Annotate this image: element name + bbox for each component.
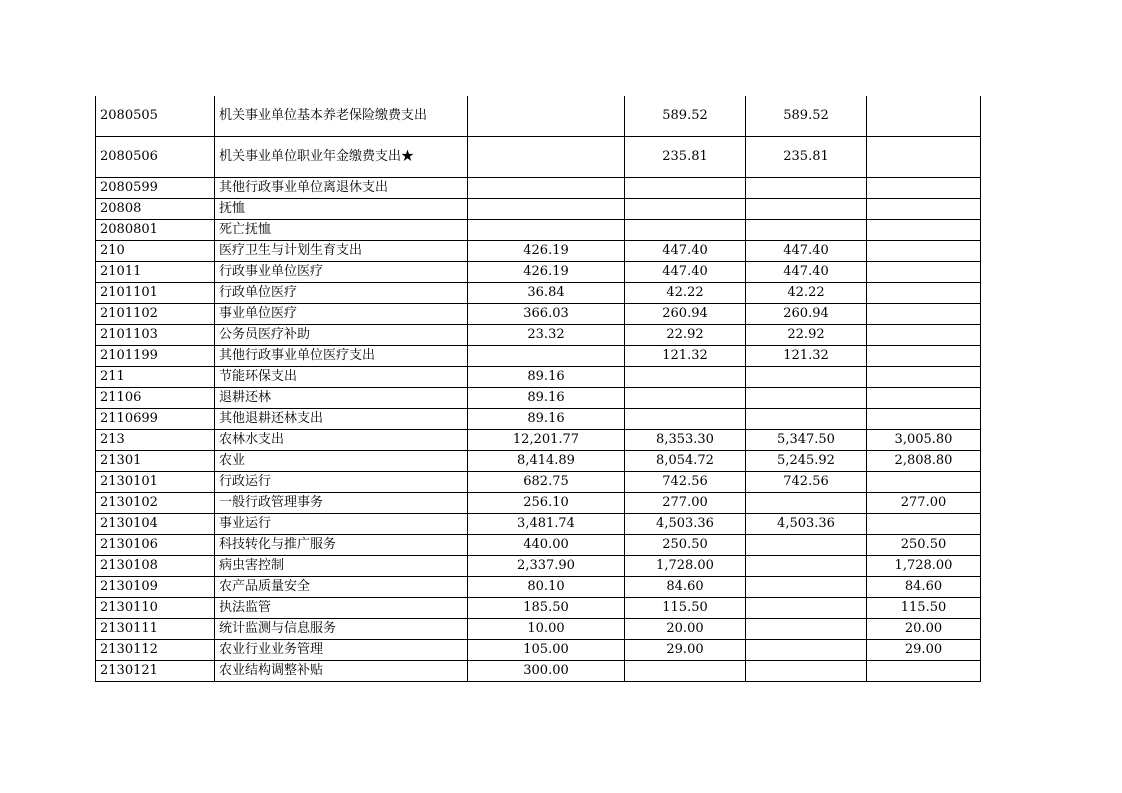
subject-name-cell: 机关事业单位基本养老保险缴费支出 <box>215 96 468 137</box>
subject-name-cell: 机关事业单位职业年金缴费支出★ <box>215 137 468 178</box>
subject-name-cell: 一般行政管理事务 <box>215 493 468 514</box>
amount-col4-cell <box>867 325 981 346</box>
table-row <box>96 137 981 178</box>
subject-code-cell: 2130101 <box>96 472 215 493</box>
table-row <box>96 472 981 493</box>
amount-col3-cell: 42.22 <box>746 283 867 304</box>
subject-name-cell: 其他退耕还林支出 <box>215 409 468 430</box>
table-row <box>96 96 981 137</box>
amount-col1-cell: 682.75 <box>468 472 625 493</box>
subject-name-cell: 行政单位医疗 <box>215 283 468 304</box>
subject-code-cell: 21301 <box>96 451 215 472</box>
subject-name-cell: 行政运行 <box>215 472 468 493</box>
amount-col1-cell: 12,201.77 <box>468 430 625 451</box>
subject-name-cell: 病虫害控制 <box>215 556 468 577</box>
table-row <box>96 178 981 199</box>
table-row <box>96 430 981 451</box>
table-row <box>96 304 981 325</box>
table-row <box>96 535 981 556</box>
amount-col2-cell <box>625 409 746 430</box>
amount-col4-cell: 20.00 <box>867 619 981 640</box>
table-row <box>96 325 981 346</box>
amount-col2-cell <box>625 220 746 241</box>
amount-col2-cell <box>625 661 746 682</box>
table-body <box>96 96 981 682</box>
amount-col1-cell <box>468 220 625 241</box>
amount-col1-cell <box>468 137 625 178</box>
subject-name-cell: 执法监管 <box>215 598 468 619</box>
table-row <box>96 640 981 661</box>
amount-col3-cell <box>746 388 867 409</box>
budget-table <box>95 96 981 682</box>
subject-code-cell: 2130110 <box>96 598 215 619</box>
subject-code-cell: 20808 <box>96 199 215 220</box>
amount-col3-cell <box>746 409 867 430</box>
amount-col3-cell: 235.81 <box>746 137 867 178</box>
amount-col4-cell <box>867 96 981 137</box>
amount-col4-cell <box>867 514 981 535</box>
subject-name-cell: 农林水支出 <box>215 430 468 451</box>
amount-col2-cell: 589.52 <box>625 96 746 137</box>
subject-code-cell: 21106 <box>96 388 215 409</box>
amount-col2-cell <box>625 199 746 220</box>
amount-col2-cell: 235.81 <box>625 137 746 178</box>
amount-col1-cell <box>468 178 625 199</box>
amount-col1-cell: 300.00 <box>468 661 625 682</box>
amount-col1-cell: 80.10 <box>468 577 625 598</box>
subject-name-cell: 其他行政事业单位离退休支出 <box>215 178 468 199</box>
amount-col1-cell: 426.19 <box>468 262 625 283</box>
amount-col2-cell: 447.40 <box>625 262 746 283</box>
table-row <box>96 367 981 388</box>
subject-name-cell: 死亡抚恤 <box>215 220 468 241</box>
amount-col3-cell <box>746 367 867 388</box>
subject-code-cell: 2101101 <box>96 283 215 304</box>
amount-col4-cell <box>867 409 981 430</box>
amount-col3-cell: 260.94 <box>746 304 867 325</box>
subject-name-cell: 农产品质量安全 <box>215 577 468 598</box>
subject-name-cell: 农业结构调整补贴 <box>215 661 468 682</box>
subject-code-cell: 2130102 <box>96 493 215 514</box>
table-row <box>96 388 981 409</box>
amount-col3-cell <box>746 577 867 598</box>
amount-col3-cell: 742.56 <box>746 472 867 493</box>
amount-col4-cell <box>867 304 981 325</box>
amount-col1-cell: 89.16 <box>468 367 625 388</box>
subject-code-cell: 2130109 <box>96 577 215 598</box>
table-row <box>96 283 981 304</box>
amount-col3-cell <box>746 619 867 640</box>
subject-code-cell: 2130104 <box>96 514 215 535</box>
subject-code-cell: 2080505 <box>96 96 215 137</box>
amount-col2-cell: 277.00 <box>625 493 746 514</box>
amount-col3-cell: 22.92 <box>746 325 867 346</box>
amount-col2-cell: 1,728.00 <box>625 556 746 577</box>
subject-code-cell: 2110699 <box>96 409 215 430</box>
subject-name-cell: 统计监测与信息服务 <box>215 619 468 640</box>
amount-col4-cell <box>867 472 981 493</box>
amount-col2-cell: 742.56 <box>625 472 746 493</box>
amount-col2-cell: 29.00 <box>625 640 746 661</box>
amount-col4-cell <box>867 178 981 199</box>
amount-col2-cell: 84.60 <box>625 577 746 598</box>
table-row <box>96 409 981 430</box>
amount-col1-cell: 89.16 <box>468 409 625 430</box>
amount-col2-cell: 8,353.30 <box>625 430 746 451</box>
amount-col1-cell: 3,481.74 <box>468 514 625 535</box>
table-row <box>96 661 981 682</box>
amount-col2-cell: 22.92 <box>625 325 746 346</box>
amount-col4-cell: 115.50 <box>867 598 981 619</box>
amount-col2-cell: 42.22 <box>625 283 746 304</box>
subject-name-cell: 农业行业业务管理 <box>215 640 468 661</box>
subject-name-cell: 节能环保支出 <box>215 367 468 388</box>
subject-code-cell: 2101103 <box>96 325 215 346</box>
amount-col1-cell: 23.32 <box>468 325 625 346</box>
amount-col2-cell: 121.32 <box>625 346 746 367</box>
amount-col2-cell <box>625 388 746 409</box>
amount-col3-cell <box>746 493 867 514</box>
subject-name-cell: 公务员医疗补助 <box>215 325 468 346</box>
amount-col4-cell <box>867 367 981 388</box>
amount-col1-cell: 256.10 <box>468 493 625 514</box>
subject-code-cell: 2080801 <box>96 220 215 241</box>
table-row <box>96 262 981 283</box>
amount-col3-cell: 447.40 <box>746 262 867 283</box>
amount-col1-cell: 2,337.90 <box>468 556 625 577</box>
table-row <box>96 514 981 535</box>
amount-col1-cell <box>468 96 625 137</box>
amount-col4-cell <box>867 137 981 178</box>
amount-col1-cell: 89.16 <box>468 388 625 409</box>
amount-col4-cell <box>867 283 981 304</box>
subject-code-cell: 2130112 <box>96 640 215 661</box>
subject-code-cell: 2130121 <box>96 661 215 682</box>
table-row <box>96 220 981 241</box>
amount-col1-cell: 366.03 <box>468 304 625 325</box>
amount-col2-cell: 4,503.36 <box>625 514 746 535</box>
subject-name-cell: 抚恤 <box>215 199 468 220</box>
subject-code-cell: 2130106 <box>96 535 215 556</box>
amount-col3-cell <box>746 178 867 199</box>
amount-col1-cell: 440.00 <box>468 535 625 556</box>
subject-name-cell: 其他行政事业单位医疗支出 <box>215 346 468 367</box>
amount-col3-cell: 447.40 <box>746 241 867 262</box>
amount-col2-cell: 20.00 <box>625 619 746 640</box>
subject-name-cell: 医疗卫生与计划生育支出 <box>215 241 468 262</box>
amount-col2-cell <box>625 367 746 388</box>
amount-col4-cell <box>867 346 981 367</box>
amount-col1-cell: 36.84 <box>468 283 625 304</box>
subject-code-cell: 211 <box>96 367 215 388</box>
amount-col2-cell <box>625 178 746 199</box>
subject-code-cell: 2130111 <box>96 619 215 640</box>
table-row <box>96 241 981 262</box>
amount-col4-cell: 3,005.80 <box>867 430 981 451</box>
amount-col3-cell: 121.32 <box>746 346 867 367</box>
subject-code-cell: 2130108 <box>96 556 215 577</box>
subject-code-cell: 213 <box>96 430 215 451</box>
amount-col4-cell: 84.60 <box>867 577 981 598</box>
amount-col3-cell: 4,503.36 <box>746 514 867 535</box>
subject-name-cell: 农业 <box>215 451 468 472</box>
table-row <box>96 577 981 598</box>
amount-col3-cell <box>746 535 867 556</box>
subject-code-cell: 2101199 <box>96 346 215 367</box>
amount-col4-cell <box>867 388 981 409</box>
subject-name-cell: 行政事业单位医疗 <box>215 262 468 283</box>
amount-col4-cell <box>867 220 981 241</box>
amount-col4-cell: 250.50 <box>867 535 981 556</box>
amount-col3-cell: 5,347.50 <box>746 430 867 451</box>
amount-col4-cell <box>867 241 981 262</box>
subject-name-cell: 事业运行 <box>215 514 468 535</box>
amount-col3-cell <box>746 199 867 220</box>
amount-col3-cell <box>746 556 867 577</box>
amount-col2-cell: 8,054.72 <box>625 451 746 472</box>
amount-col1-cell: 185.50 <box>468 598 625 619</box>
amount-col3-cell: 589.52 <box>746 96 867 137</box>
subject-code-cell: 2101102 <box>96 304 215 325</box>
table-row <box>96 346 981 367</box>
amount-col3-cell <box>746 640 867 661</box>
amount-col4-cell: 29.00 <box>867 640 981 661</box>
amount-col1-cell <box>468 346 625 367</box>
amount-col2-cell: 260.94 <box>625 304 746 325</box>
subject-code-cell: 210 <box>96 241 215 262</box>
amount-col2-cell: 447.40 <box>625 241 746 262</box>
amount-col1-cell: 10.00 <box>468 619 625 640</box>
amount-col3-cell <box>746 220 867 241</box>
subject-name-cell: 事业单位医疗 <box>215 304 468 325</box>
amount-col3-cell <box>746 598 867 619</box>
subject-code-cell: 21011 <box>96 262 215 283</box>
amount-col4-cell: 277.00 <box>867 493 981 514</box>
table-row <box>96 598 981 619</box>
amount-col2-cell: 115.50 <box>625 598 746 619</box>
subject-name-cell: 科技转化与推广服务 <box>215 535 468 556</box>
table-row <box>96 619 981 640</box>
subject-name-cell: 退耕还林 <box>215 388 468 409</box>
amount-col4-cell: 2,808.80 <box>867 451 981 472</box>
table-row <box>96 493 981 514</box>
amount-col4-cell <box>867 262 981 283</box>
amount-col2-cell: 250.50 <box>625 535 746 556</box>
amount-col3-cell: 5,245.92 <box>746 451 867 472</box>
table-row <box>96 556 981 577</box>
amount-col4-cell: 1,728.00 <box>867 556 981 577</box>
amount-col4-cell <box>867 661 981 682</box>
table-row <box>96 199 981 220</box>
amount-col3-cell <box>746 661 867 682</box>
subject-code-cell: 2080506 <box>96 137 215 178</box>
amount-col1-cell: 8,414.89 <box>468 451 625 472</box>
amount-col4-cell <box>867 199 981 220</box>
amount-col1-cell: 105.00 <box>468 640 625 661</box>
amount-col1-cell <box>468 199 625 220</box>
table-row <box>96 451 981 472</box>
subject-code-cell: 2080599 <box>96 178 215 199</box>
amount-col1-cell: 426.19 <box>468 241 625 262</box>
